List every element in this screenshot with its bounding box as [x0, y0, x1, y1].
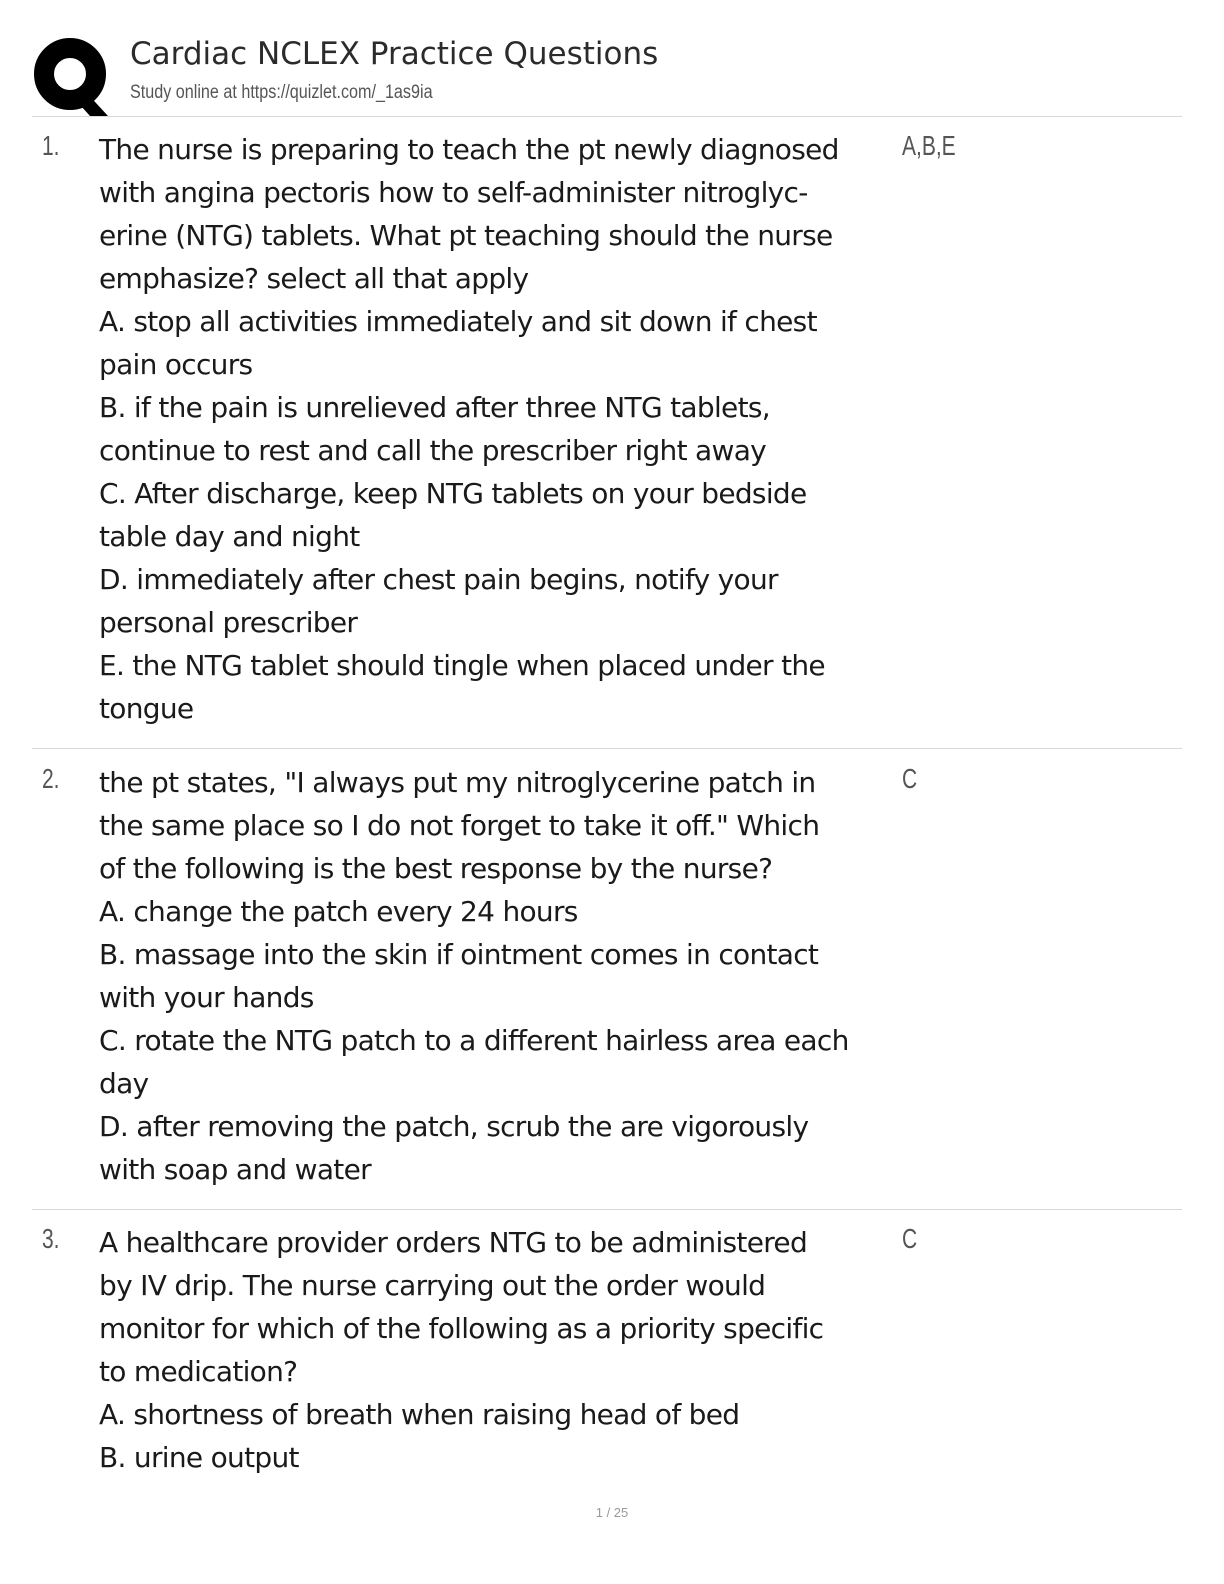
question-line: to medication?	[99, 1355, 298, 1388]
option-line: B. massage into the skin if ointment comes in contact	[99, 938, 819, 971]
answer-key: C	[902, 763, 918, 794]
option-line: day	[99, 1067, 149, 1100]
question-number: 3.	[42, 1223, 60, 1254]
question-text	[99, 1221, 899, 1479]
option-line: with soap and water	[99, 1153, 371, 1186]
question-line: the same place so I do not forget to take it off." Which	[99, 809, 820, 842]
question-line: the pt states, "I always put my nitroglycerine patch in	[99, 766, 816, 799]
question-number: 1.	[42, 130, 60, 161]
option-line: with your hands	[99, 981, 314, 1014]
question-line: monitor for which of the following as a priority specific	[99, 1312, 824, 1345]
option-line: B. if the pain is unrelieved after three NTG tablets,	[99, 391, 770, 424]
question-line: The nurse is preparing to teach the pt newly diagnosed	[99, 133, 839, 166]
option-line: E. the NTG tablet should tingle when placed under the	[99, 649, 825, 682]
answer-key: C	[902, 1223, 918, 1254]
divider	[32, 1209, 1182, 1210]
option-line: tongue	[99, 692, 194, 725]
question-line: with angina pectoris how to self-administer nitroglyc-	[99, 176, 808, 209]
question-line: of the following is the best response by the nurse?	[99, 852, 773, 885]
option-line: table day and night	[99, 520, 360, 553]
document-title: Cardiac NCLEX Practice Questions	[130, 36, 659, 72]
option-line: pain occurs	[99, 348, 253, 381]
question-line: erine (NTG) tablets. What pt teaching should the nurse	[99, 219, 833, 252]
option-line: C. rotate the NTG patch to a different hairless area each	[99, 1024, 849, 1057]
divider	[32, 116, 1182, 117]
option-line: A. change the patch every 24 hours	[99, 895, 578, 928]
question-text	[99, 761, 899, 1191]
question-line: emphasize? select all that apply	[99, 262, 529, 295]
answer-key: A,B,E	[902, 130, 956, 161]
question-text	[99, 128, 899, 730]
option-line: D. immediately after chest pain begins, notify your	[99, 563, 778, 596]
divider	[32, 748, 1182, 749]
option-line: personal prescriber	[99, 606, 358, 639]
question-line: A healthcare provider orders NTG to be administered	[99, 1226, 808, 1259]
page-number: 1 / 25	[595, 1505, 629, 1520]
option-line: D. after removing the patch, scrub the are vigorously	[99, 1110, 809, 1143]
option-line: A. shortness of breath when raising head of bed	[99, 1398, 740, 1431]
option-line: C. After discharge, keep NTG tablets on your bedside	[99, 477, 807, 510]
question-line: by IV drip. The nurse carrying out the order would	[99, 1269, 766, 1302]
option-line: continue to rest and call the prescriber right away	[99, 434, 767, 467]
quizlet-logo-icon	[32, 36, 114, 118]
document-header	[32, 32, 1182, 116]
study-online-link[interactable]: Study online at https://quizlet.com/_1as9ia	[130, 82, 433, 103]
question-number: 2.	[42, 763, 60, 794]
option-line: B. urine output	[99, 1441, 299, 1474]
option-line: A. stop all activities immediately and sit down if chest	[99, 305, 817, 338]
